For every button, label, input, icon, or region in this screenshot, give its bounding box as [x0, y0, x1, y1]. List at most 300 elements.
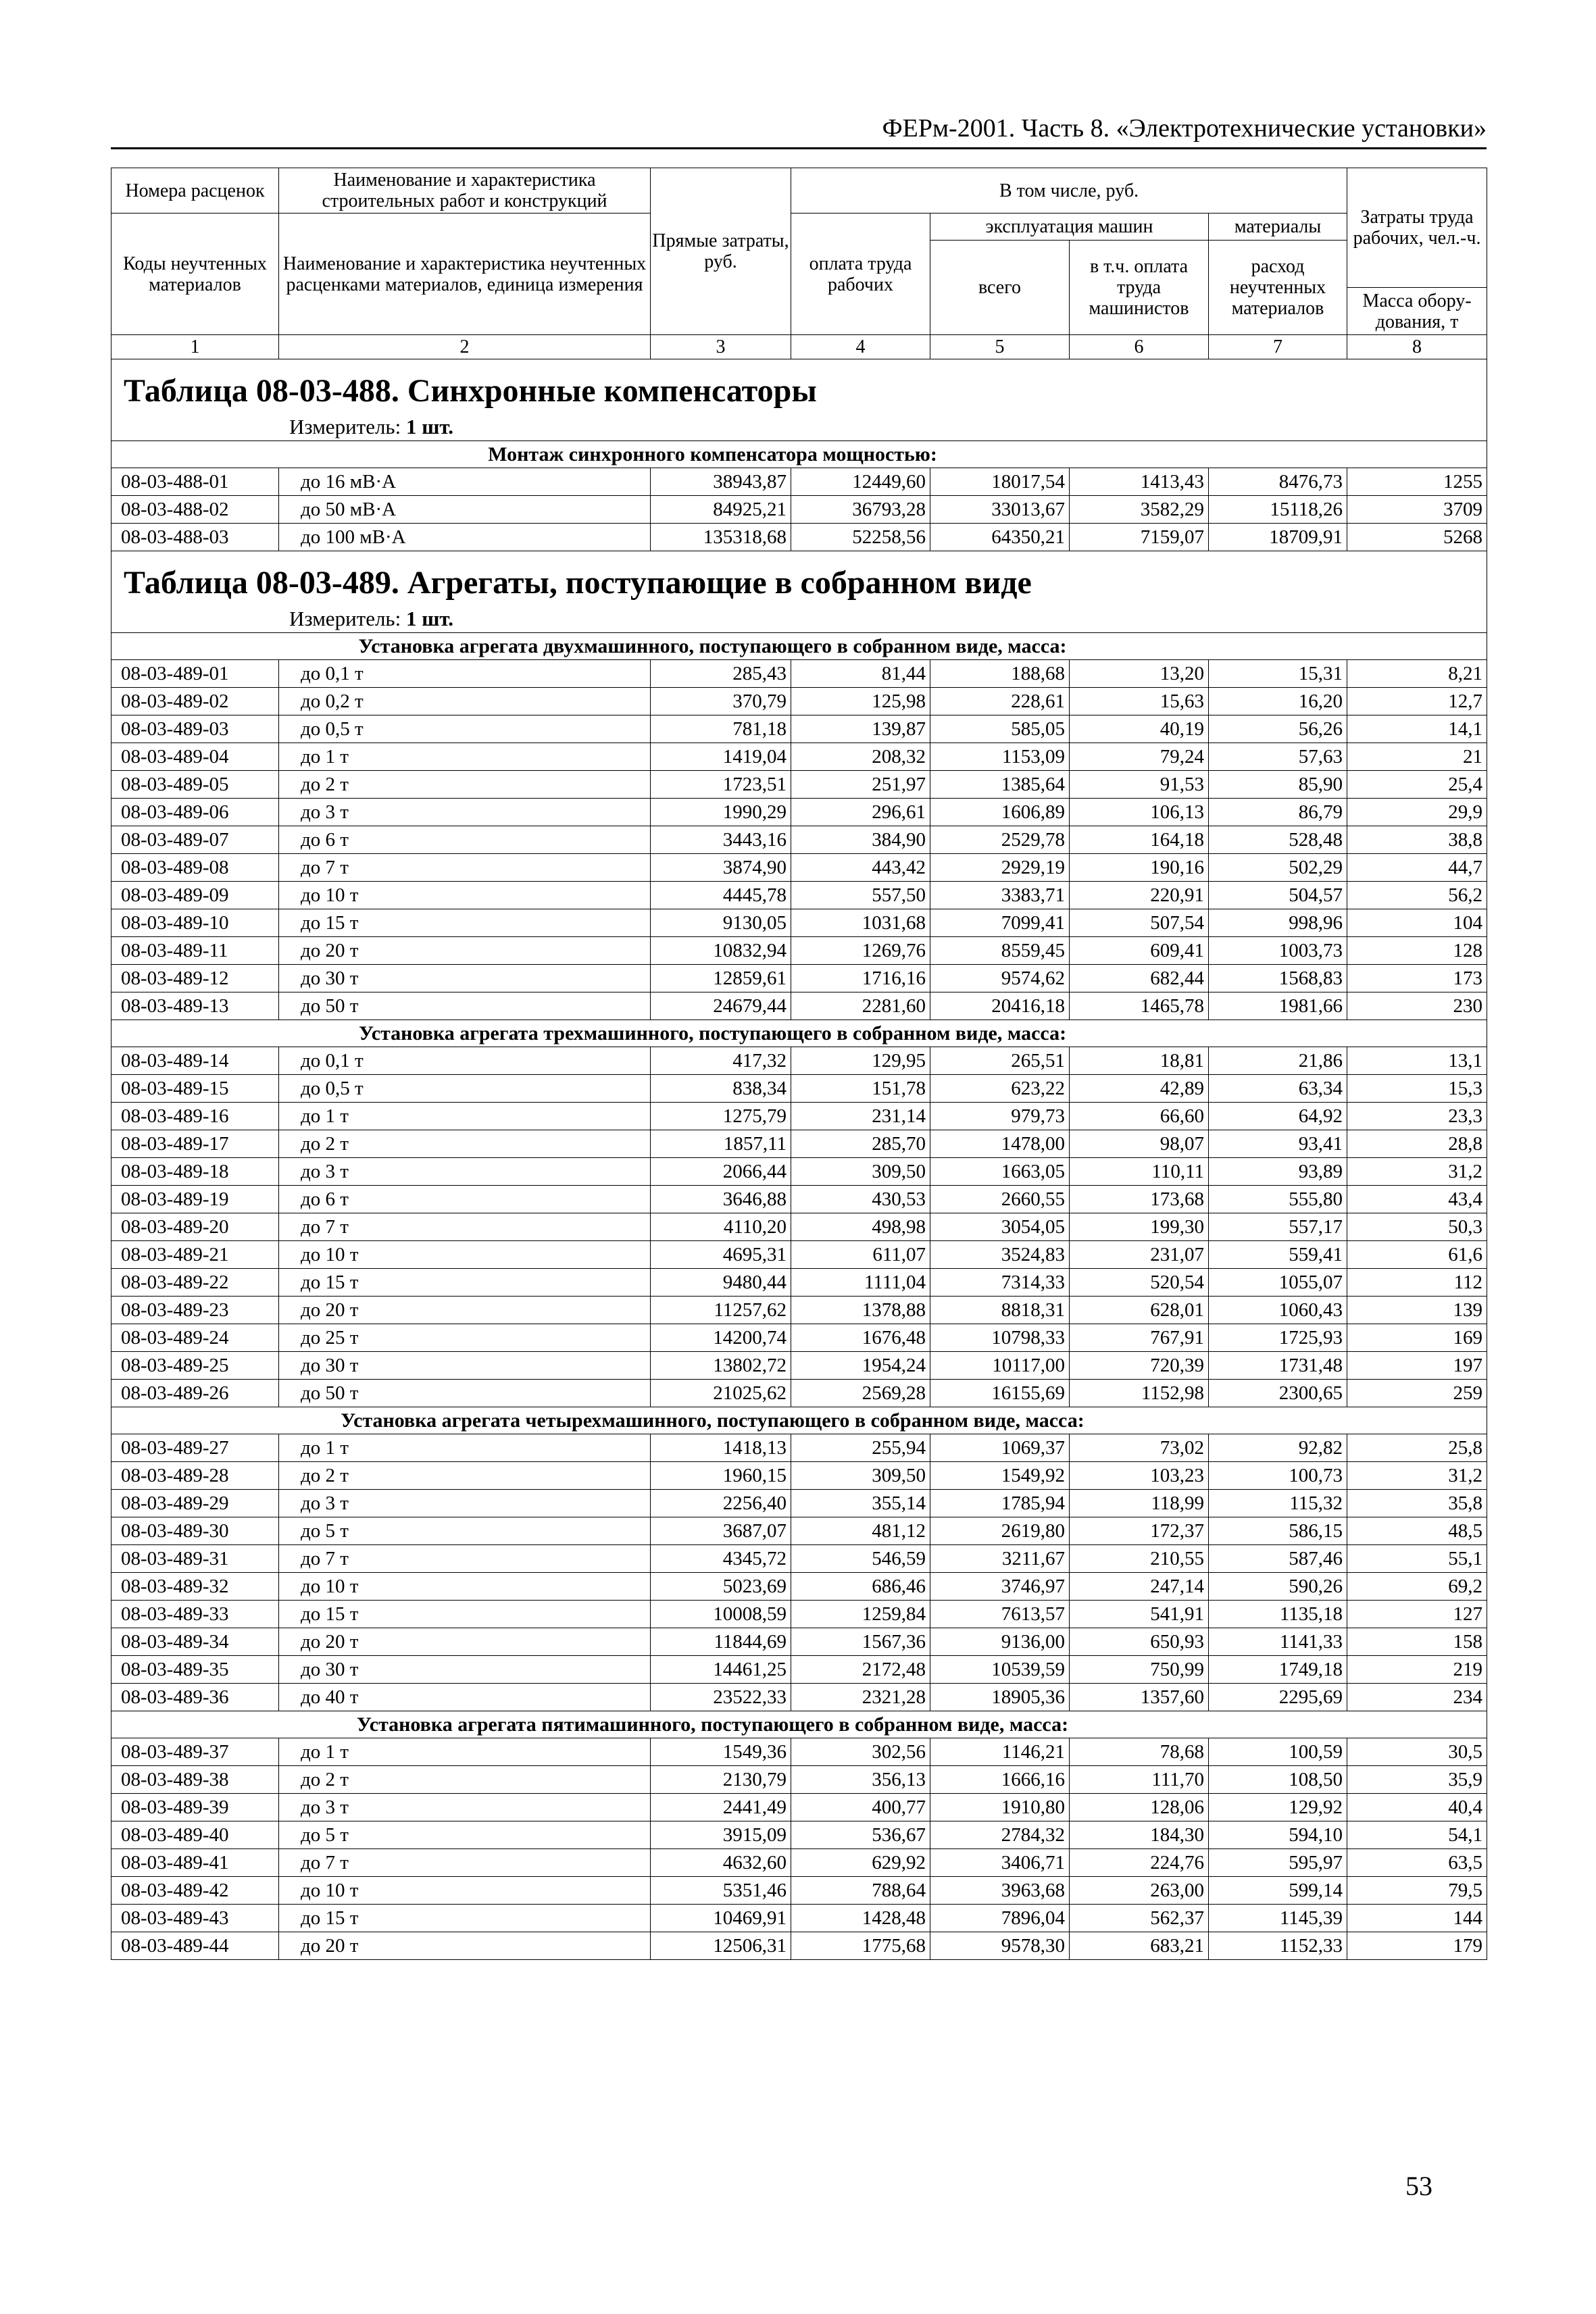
rate-name: до 1 т: [279, 1738, 651, 1766]
value-cell: 23522,33: [651, 1684, 791, 1711]
value-cell: 1418,13: [651, 1434, 791, 1462]
section-heading: Установка агрегата четырехмашинного, поступающего в собранном виде, масса:: [111, 1407, 1487, 1434]
rate-code: 08-03-489-16: [111, 1103, 279, 1130]
header-rate-numbers: Номера расценок: [111, 168, 279, 213]
value-cell: 63,5: [1347, 1849, 1487, 1877]
value-cell: 129,92: [1209, 1794, 1347, 1821]
table-row: [111, 468, 1487, 496]
table-row: [111, 799, 1487, 826]
value-cell: 504,57: [1209, 882, 1347, 909]
value-cell: 38943,87: [651, 468, 791, 496]
value-cell: 104: [1347, 909, 1487, 937]
value-cell: 1275,79: [651, 1103, 791, 1130]
value-cell: 8,21: [1347, 660, 1487, 688]
rate-code: 08-03-489-24: [111, 1324, 279, 1352]
value-cell: 594,10: [1209, 1821, 1347, 1849]
value-cell: 128: [1347, 937, 1487, 965]
value-cell: 48,5: [1347, 1517, 1487, 1545]
rate-name: до 10 т: [279, 882, 651, 909]
value-cell: 13,20: [1070, 660, 1209, 688]
column-number: 7: [1209, 335, 1347, 359]
rate-name: до 2 т: [279, 771, 651, 799]
rate-code: 08-03-489-09: [111, 882, 279, 909]
rate-code: 08-03-489-41: [111, 1849, 279, 1877]
value-cell: 520,54: [1070, 1269, 1209, 1297]
value-cell: 384,90: [791, 826, 930, 854]
value-cell: 199,30: [1070, 1213, 1209, 1241]
value-cell: 125,98: [791, 688, 930, 715]
value-cell: 16,20: [1209, 688, 1347, 715]
value-cell: 1666,16: [930, 1766, 1070, 1794]
value-cell: 108,50: [1209, 1766, 1347, 1794]
value-cell: 36793,28: [791, 496, 930, 524]
value-cell: 3443,16: [651, 826, 791, 854]
value-cell: 29,9: [1347, 799, 1487, 826]
value-cell: 40,19: [1070, 715, 1209, 743]
value-cell: 151,78: [791, 1075, 930, 1103]
value-cell: 720,39: [1070, 1352, 1209, 1380]
value-cell: 35,8: [1347, 1490, 1487, 1517]
value-cell: 106,13: [1070, 799, 1209, 826]
value-cell: 10008,59: [651, 1601, 791, 1628]
rate-name: до 50 т: [279, 1380, 651, 1407]
value-cell: 11257,62: [651, 1297, 791, 1324]
value-cell: 1990,29: [651, 799, 791, 826]
value-cell: 9480,44: [651, 1269, 791, 1297]
table-row: [111, 1380, 1487, 1407]
section-heading: Установка агрегата пятимашинного, поступающего в собранном виде, масса:: [111, 1711, 1487, 1738]
header-machines-total: всего: [930, 241, 1070, 335]
value-cell: 103,23: [1070, 1462, 1209, 1490]
value-cell: 1549,36: [651, 1738, 791, 1766]
value-cell: 1255: [1347, 468, 1487, 496]
value-cell: 92,82: [1209, 1434, 1347, 1462]
value-cell: 31,2: [1347, 1158, 1487, 1186]
value-cell: 1269,76: [791, 937, 930, 965]
value-cell: 528,48: [1209, 826, 1347, 854]
rate-code: 08-03-489-27: [111, 1434, 279, 1462]
value-cell: 1910,80: [930, 1794, 1070, 1821]
rate-name: до 1 т: [279, 1103, 651, 1130]
value-cell: 1465,78: [1070, 992, 1209, 1020]
value-cell: 2784,32: [930, 1821, 1070, 1849]
table-row: [111, 660, 1487, 688]
rate-code: 08-03-489-36: [111, 1684, 279, 1711]
value-cell: 1152,33: [1209, 1932, 1347, 1960]
measure-label: Измеритель:: [289, 415, 401, 438]
value-cell: 1981,66: [1209, 992, 1347, 1020]
value-cell: 219: [1347, 1656, 1487, 1684]
column-number: 1: [111, 335, 279, 359]
value-cell: 1478,00: [930, 1130, 1070, 1158]
value-cell: 1676,48: [791, 1324, 930, 1352]
rate-name: до 0,5 т: [279, 715, 651, 743]
value-cell: 42,89: [1070, 1075, 1209, 1103]
value-cell: 5023,69: [651, 1573, 791, 1601]
rate-code: 08-03-489-35: [111, 1656, 279, 1684]
table-row: [111, 524, 1487, 551]
header-labor-pay: оплата труда рабочих: [791, 213, 930, 335]
rate-code: 08-03-489-37: [111, 1738, 279, 1766]
header-including: В том числе, руб.: [791, 168, 1347, 213]
value-cell: 1152,98: [1070, 1380, 1209, 1407]
table-row: [111, 1186, 1487, 1213]
value-cell: 208,32: [791, 743, 930, 771]
rate-name: до 7 т: [279, 854, 651, 882]
rate-name: до 30 т: [279, 1656, 651, 1684]
value-cell: 557,17: [1209, 1213, 1347, 1241]
value-cell: 2529,78: [930, 826, 1070, 854]
value-cell: 296,61: [791, 799, 930, 826]
table-row: [111, 965, 1487, 992]
value-cell: 430,53: [791, 1186, 930, 1213]
value-cell: 3406,71: [930, 1849, 1070, 1877]
rate-code: 08-03-488-01: [111, 468, 279, 496]
rate-name: до 2 т: [279, 1766, 651, 1794]
rate-name: до 50 мВ·А: [279, 496, 651, 524]
value-cell: 623,22: [930, 1075, 1070, 1103]
table-row: [111, 1075, 1487, 1103]
value-cell: 586,15: [1209, 1517, 1347, 1545]
rate-code: 08-03-489-14: [111, 1047, 279, 1075]
value-cell: 285,70: [791, 1130, 930, 1158]
rate-code: 08-03-489-31: [111, 1545, 279, 1573]
value-cell: 1960,15: [651, 1462, 791, 1490]
table-row: [111, 826, 1487, 854]
value-cell: 28,8: [1347, 1130, 1487, 1158]
value-cell: 56,26: [1209, 715, 1347, 743]
rate-code: 08-03-489-17: [111, 1130, 279, 1158]
value-cell: 1549,92: [930, 1462, 1070, 1490]
value-cell: 2172,48: [791, 1656, 930, 1684]
table-row: [111, 496, 1487, 524]
table-row: [111, 1269, 1487, 1297]
rate-code: 08-03-489-44: [111, 1932, 279, 1960]
rate-name: до 30 т: [279, 1352, 651, 1380]
rate-code: 08-03-489-42: [111, 1877, 279, 1905]
value-cell: 1146,21: [930, 1738, 1070, 1766]
rate-name: до 7 т: [279, 1213, 651, 1241]
value-cell: 251,97: [791, 771, 930, 799]
value-cell: 21,86: [1209, 1047, 1347, 1075]
value-cell: 9136,00: [930, 1628, 1070, 1656]
table-row: [111, 937, 1487, 965]
rate-code: 08-03-489-13: [111, 992, 279, 1020]
table-title-block: [111, 359, 1487, 441]
header-machinists-pay: в т.ч. оплата труда машинистов: [1070, 241, 1209, 335]
value-cell: 1003,73: [1209, 937, 1347, 965]
rate-name: до 7 т: [279, 1545, 651, 1573]
page-header: ФЕРм-2001. Часть 8. «Электротехнические установки»: [111, 114, 1487, 149]
value-cell: 9574,62: [930, 965, 1070, 992]
value-cell: 1725,93: [1209, 1324, 1347, 1352]
table-row: [111, 909, 1487, 937]
rate-name: до 15 т: [279, 1601, 651, 1628]
table-row: [111, 1324, 1487, 1352]
rate-code: 08-03-488-02: [111, 496, 279, 524]
value-cell: 169: [1347, 1324, 1487, 1352]
value-cell: 16155,69: [930, 1380, 1070, 1407]
rate-code: 08-03-489-38: [111, 1766, 279, 1794]
rate-code: 08-03-489-22: [111, 1269, 279, 1297]
rate-code: 08-03-489-29: [111, 1490, 279, 1517]
value-cell: 5351,46: [651, 1877, 791, 1905]
value-cell: 562,37: [1070, 1905, 1209, 1932]
table-row: [111, 1932, 1487, 1960]
table-row: [111, 1352, 1487, 1380]
value-cell: 10832,94: [651, 937, 791, 965]
value-cell: 9130,05: [651, 909, 791, 937]
value-cell: 7896,04: [930, 1905, 1070, 1932]
rate-name: до 0,1 т: [279, 660, 651, 688]
value-cell: 3054,05: [930, 1213, 1070, 1241]
value-cell: 8476,73: [1209, 468, 1347, 496]
rate-name: до 3 т: [279, 1794, 651, 1821]
value-cell: 57,63: [1209, 743, 1347, 771]
rate-name: до 30 т: [279, 965, 651, 992]
header-machines: эксплуатация машин: [930, 213, 1209, 241]
header-equipment-mass: Масса обору-дования, т: [1347, 288, 1487, 335]
value-cell: 79,24: [1070, 743, 1209, 771]
value-cell: 1413,43: [1070, 468, 1209, 496]
value-cell: 173: [1347, 965, 1487, 992]
rate-code: 08-03-489-25: [111, 1352, 279, 1380]
value-cell: 50,3: [1347, 1213, 1487, 1241]
table-title: Таблица 08-03-488. Синхронные компенсаторы: [124, 373, 817, 409]
value-cell: 2441,49: [651, 1794, 791, 1821]
value-cell: 1357,60: [1070, 1684, 1209, 1711]
header-work-name: Наименование и характеристика строительных работ и конструкций: [279, 168, 651, 213]
table-row: [111, 1821, 1487, 1849]
value-cell: 1428,48: [791, 1905, 930, 1932]
value-cell: 33013,67: [930, 496, 1070, 524]
table-row: [111, 1656, 1487, 1684]
rate-code: 08-03-489-18: [111, 1158, 279, 1186]
value-cell: 14,1: [1347, 715, 1487, 743]
rate-code: 08-03-489-28: [111, 1462, 279, 1490]
rate-code: 08-03-489-30: [111, 1517, 279, 1545]
value-cell: 2321,28: [791, 1684, 930, 1711]
value-cell: 10798,33: [930, 1324, 1070, 1352]
value-cell: 4345,72: [651, 1545, 791, 1573]
table-row: [111, 715, 1487, 743]
value-cell: 417,32: [651, 1047, 791, 1075]
value-cell: 21: [1347, 743, 1487, 771]
value-cell: 2066,44: [651, 1158, 791, 1186]
table-row: [111, 1545, 1487, 1573]
value-cell: 73,02: [1070, 1434, 1209, 1462]
rate-name: до 2 т: [279, 1462, 651, 1490]
value-cell: 2929,19: [930, 854, 1070, 882]
value-cell: 259: [1347, 1380, 1487, 1407]
value-cell: 2256,40: [651, 1490, 791, 1517]
value-cell: 1419,04: [651, 743, 791, 771]
value-cell: 135318,68: [651, 524, 791, 551]
rate-code: 08-03-489-02: [111, 688, 279, 715]
value-cell: 231,14: [791, 1103, 930, 1130]
value-cell: 234: [1347, 1684, 1487, 1711]
rate-name: до 20 т: [279, 937, 651, 965]
value-cell: 129,95: [791, 1047, 930, 1075]
table-row: [111, 1601, 1487, 1628]
rate-name: до 15 т: [279, 1905, 651, 1932]
value-cell: 788,64: [791, 1877, 930, 1905]
value-cell: 502,29: [1209, 854, 1347, 882]
value-cell: 15118,26: [1209, 496, 1347, 524]
value-cell: 2130,79: [651, 1766, 791, 1794]
value-cell: 18905,36: [930, 1684, 1070, 1711]
value-cell: 507,54: [1070, 909, 1209, 937]
value-cell: 400,77: [791, 1794, 930, 1821]
table-row: [111, 1628, 1487, 1656]
value-cell: 498,98: [791, 1213, 930, 1241]
value-cell: 1069,37: [930, 1434, 1070, 1462]
header-material-codes: Коды неучтенных материалов: [111, 213, 279, 335]
value-cell: 7314,33: [930, 1269, 1070, 1297]
value-cell: 4110,20: [651, 1213, 791, 1241]
value-cell: 12859,61: [651, 965, 791, 992]
value-cell: 158: [1347, 1628, 1487, 1656]
table-row: [111, 688, 1487, 715]
table-body: [111, 359, 1487, 1960]
table-row: [111, 1849, 1487, 1877]
value-cell: 139,87: [791, 715, 930, 743]
rate-code: 08-03-489-33: [111, 1601, 279, 1628]
rate-name: до 0,5 т: [279, 1075, 651, 1103]
value-cell: 1259,84: [791, 1601, 930, 1628]
value-cell: 599,14: [1209, 1877, 1347, 1905]
value-cell: 2660,55: [930, 1186, 1070, 1213]
value-cell: 14461,25: [651, 1656, 791, 1684]
column-number: 6: [1070, 335, 1209, 359]
value-cell: 190,16: [1070, 854, 1209, 882]
value-cell: 55,1: [1347, 1545, 1487, 1573]
value-cell: 85,90: [1209, 771, 1347, 799]
value-cell: 650,93: [1070, 1628, 1209, 1656]
table-row: [111, 1877, 1487, 1905]
value-cell: 285,43: [651, 660, 791, 688]
value-cell: 84925,21: [651, 496, 791, 524]
value-cell: 18017,54: [930, 468, 1070, 496]
rate-code: 08-03-489-11: [111, 937, 279, 965]
value-cell: 546,59: [791, 1545, 930, 1573]
value-cell: 197: [1347, 1352, 1487, 1380]
value-cell: 61,6: [1347, 1241, 1487, 1269]
value-cell: 54,1: [1347, 1821, 1487, 1849]
value-cell: 8818,31: [930, 1297, 1070, 1324]
measure-label: Измеритель:: [289, 607, 401, 630]
table-row: [111, 854, 1487, 882]
table-row: [111, 1738, 1487, 1766]
value-cell: 93,89: [1209, 1158, 1347, 1186]
value-cell: 1857,11: [651, 1130, 791, 1158]
section-heading: Установка агрегата двухмашинного, поступающего в собранном виде, масса:: [111, 633, 1487, 660]
value-cell: 481,12: [791, 1517, 930, 1545]
measure-line: [124, 413, 1484, 441]
header-labor-costs: Затраты труда рабочих, чел.-ч.: [1347, 168, 1487, 288]
column-number: 3: [651, 335, 791, 359]
rate-code: 08-03-489-20: [111, 1213, 279, 1241]
value-cell: 263,00: [1070, 1877, 1209, 1905]
rate-name: до 10 т: [279, 1877, 651, 1905]
value-cell: 15,63: [1070, 688, 1209, 715]
value-cell: 557,50: [791, 882, 930, 909]
rate-name: до 2 т: [279, 1130, 651, 1158]
rate-name: до 50 т: [279, 992, 651, 1020]
rate-name: до 15 т: [279, 909, 651, 937]
value-cell: 1141,33: [1209, 1628, 1347, 1656]
value-cell: 8559,45: [930, 937, 1070, 965]
rate-code: 08-03-489-32: [111, 1573, 279, 1601]
value-cell: 1567,36: [791, 1628, 930, 1656]
rate-name: до 3 т: [279, 1158, 651, 1186]
value-cell: 1111,04: [791, 1269, 930, 1297]
value-cell: 609,41: [1070, 937, 1209, 965]
value-cell: 112: [1347, 1269, 1487, 1297]
table-row: [111, 1434, 1487, 1462]
table-row: [111, 1490, 1487, 1517]
rate-name: до 10 т: [279, 1573, 651, 1601]
value-cell: 15,31: [1209, 660, 1347, 688]
value-cell: 3746,97: [930, 1573, 1070, 1601]
rate-name: до 1 т: [279, 1434, 651, 1462]
value-cell: 144: [1347, 1905, 1487, 1932]
rate-name: до 20 т: [279, 1628, 651, 1656]
table-title-block: [111, 551, 1487, 633]
value-cell: 587,46: [1209, 1545, 1347, 1573]
table-row: [111, 1905, 1487, 1932]
rate-name: до 25 т: [279, 1324, 651, 1352]
value-cell: 4632,60: [651, 1849, 791, 1877]
value-cell: 555,80: [1209, 1186, 1347, 1213]
value-cell: 2281,60: [791, 992, 930, 1020]
value-cell: 309,50: [791, 1462, 930, 1490]
value-cell: 230: [1347, 992, 1487, 1020]
value-cell: 4445,78: [651, 882, 791, 909]
value-cell: 443,42: [791, 854, 930, 882]
value-cell: 44,7: [1347, 854, 1487, 882]
table-row: [111, 882, 1487, 909]
value-cell: 628,01: [1070, 1297, 1209, 1324]
table-row: [111, 1213, 1487, 1241]
value-cell: 1135,18: [1209, 1601, 1347, 1628]
rate-code: 08-03-489-12: [111, 965, 279, 992]
value-cell: 356,13: [791, 1766, 930, 1794]
rate-code: 08-03-489-19: [111, 1186, 279, 1213]
value-cell: 69,2: [1347, 1573, 1487, 1601]
value-cell: 78,68: [1070, 1738, 1209, 1766]
value-cell: 35,9: [1347, 1766, 1487, 1794]
value-cell: 111,70: [1070, 1766, 1209, 1794]
value-cell: 1031,68: [791, 909, 930, 937]
table-row: [111, 1517, 1487, 1545]
value-cell: 1663,05: [930, 1158, 1070, 1186]
value-cell: 1775,68: [791, 1932, 930, 1960]
table-row: [111, 1158, 1487, 1186]
column-number: 4: [791, 335, 930, 359]
rate-code: 08-03-489-15: [111, 1075, 279, 1103]
value-cell: 1145,39: [1209, 1905, 1347, 1932]
value-cell: 224,76: [1070, 1849, 1209, 1877]
value-cell: 7159,07: [1070, 524, 1209, 551]
rate-code: 08-03-489-04: [111, 743, 279, 771]
value-cell: 2295,69: [1209, 1684, 1347, 1711]
value-cell: 179: [1347, 1932, 1487, 1960]
value-cell: 998,96: [1209, 909, 1347, 937]
rate-code: 08-03-489-03: [111, 715, 279, 743]
value-cell: 559,41: [1209, 1241, 1347, 1269]
rate-name: до 15 т: [279, 1269, 651, 1297]
